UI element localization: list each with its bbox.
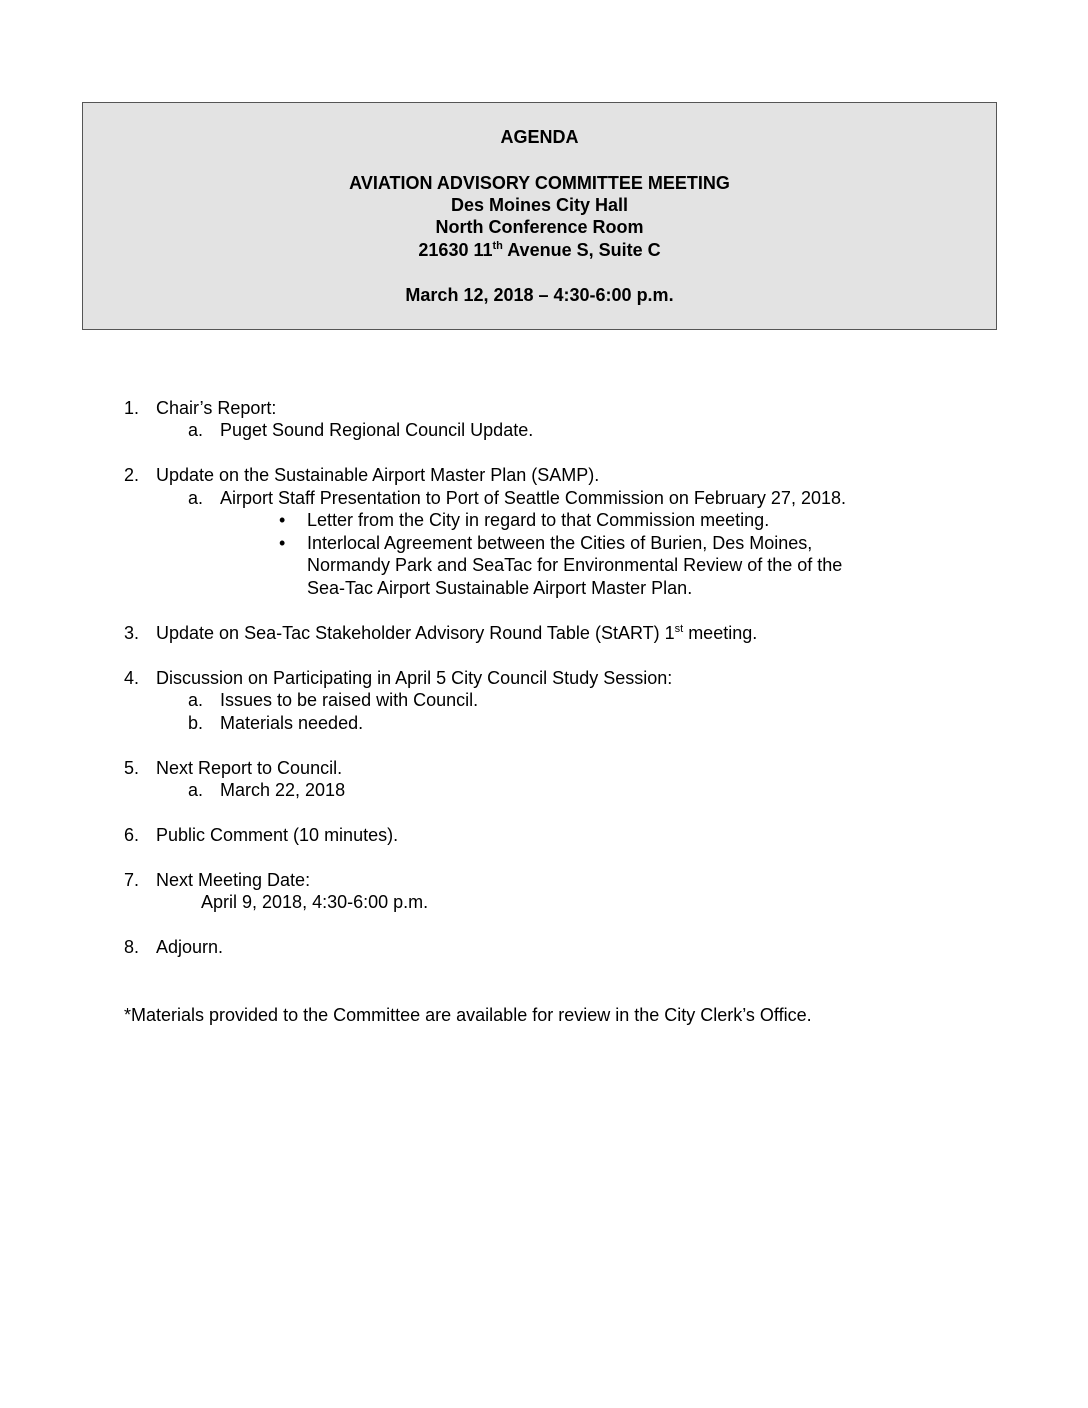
agenda-header-box xyxy=(82,102,997,330)
item-text: Next Meeting Date: xyxy=(156,870,311,890)
bullet-mark: • xyxy=(279,510,286,530)
item-number: 4. xyxy=(124,668,140,688)
address-part: Avenue S, Suite C xyxy=(502,240,661,260)
item-text: Update on the Sustainable Airport Master Plan (SAMP). xyxy=(156,465,600,485)
item-text: Discussion on Participating in April 5 City Council Study Session: xyxy=(156,668,673,688)
meeting-name: AVIATION ADVISORY COMMITTEE MEETING xyxy=(349,173,730,193)
item-number: 2. xyxy=(124,465,140,485)
bullet-text: Sea-Tac Airport Sustainable Airport Master Plan. xyxy=(307,578,693,598)
item-text-part: Update on Sea-Tac Stakeholder Advisory Round Table (StART) 1 xyxy=(156,623,675,643)
sub-item-text: March 22, 2018 xyxy=(220,780,346,800)
sub-item-text: Materials needed. xyxy=(220,713,364,733)
next-meeting-detail: April 9, 2018, 4:30-6:00 p.m. xyxy=(201,892,429,912)
item-text: Next Report to Council. xyxy=(156,758,343,778)
sub-item-label: a. xyxy=(188,690,204,710)
bullet-mark: • xyxy=(279,533,286,553)
sub-item-label: a. xyxy=(188,420,204,440)
meeting-room: North Conference Room xyxy=(435,217,644,237)
bullet-text: Interlocal Agreement between the Cities of Burien, Des Moines, xyxy=(307,533,813,553)
item-number: 7. xyxy=(124,870,140,890)
bullet-text: Normandy Park and SeaTac for Environmental Review of the of the xyxy=(307,555,843,575)
item-number: 6. xyxy=(124,825,140,845)
sub-item-label: b. xyxy=(188,713,204,733)
agenda-title: AGENDA xyxy=(500,127,579,147)
meeting-address xyxy=(83,239,996,261)
sub-item-label: a. xyxy=(188,780,204,800)
item-number: 3. xyxy=(124,623,140,643)
item-number: 1. xyxy=(124,398,140,418)
meeting-datetime: March 12, 2018 – 4:30-6:00 p.m. xyxy=(405,285,674,305)
item-text: Adjourn. xyxy=(156,937,224,957)
ordinal-superscript: st xyxy=(674,623,684,635)
item-text: Chair’s Report: xyxy=(156,398,277,418)
bullet-text: Letter from the City in regard to that Commission meeting. xyxy=(307,510,770,530)
sub-item-text: Airport Staff Presentation to Port of Seattle Commission on February 27, 2018. xyxy=(220,488,846,508)
address-superscript: th xyxy=(492,240,503,252)
item-text-part: meeting. xyxy=(683,623,758,643)
meeting-venue: Des Moines City Hall xyxy=(450,195,629,215)
item-text xyxy=(156,622,757,644)
sub-item-label: a. xyxy=(188,488,204,508)
sub-item-text: Issues to be raised with Council. xyxy=(220,690,479,710)
sub-item-text: Puget Sound Regional Council Update. xyxy=(220,420,534,440)
item-number: 8. xyxy=(124,937,140,957)
item-number: 5. xyxy=(124,758,140,778)
address-part: 21630 11 xyxy=(418,240,493,260)
footnote: *Materials provided to the Committee are available for review in the City Clerk’s Office. xyxy=(124,1005,812,1025)
item-text: Public Comment (10 minutes). xyxy=(156,825,399,845)
